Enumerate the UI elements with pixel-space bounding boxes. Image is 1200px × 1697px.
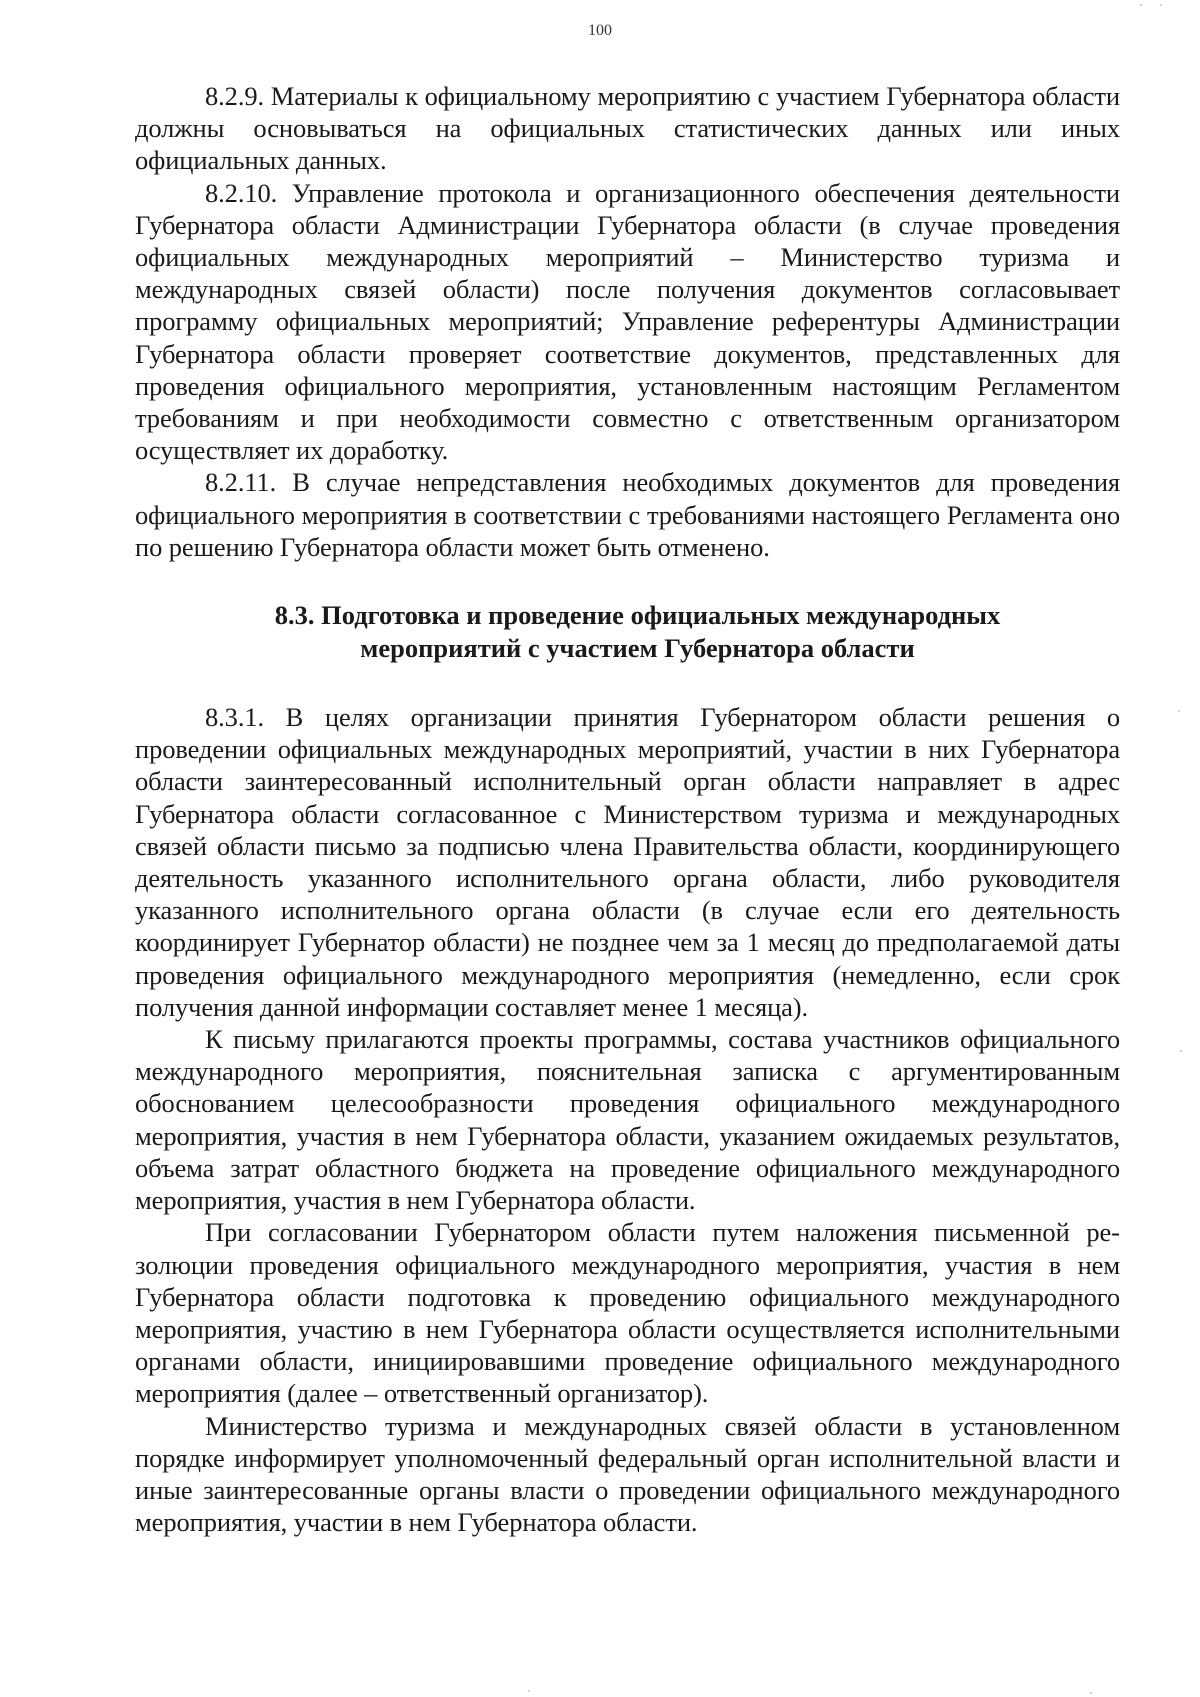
paragraph-8-2-11: 8.2.11. В случае непредставления необходимых документов для проведения официального мероприятия в соответствии с требованиями настоящего Регламента оно по решению Губернатора области может быть отменено. [135, 467, 1120, 562]
paragraph-8-2-10: 8.2.10. Управление протокола и организационного обеспечения деятельности Губернатора области Администрации Губернатора области (в случае проведения официальных международных мероприятий – Министерство туризма и международных связей области) после получения документов согласовывает программу официальных мероприятий; Управление референтуры Администрации Губернатора области проверяет соответствие документов, представленных для проведения официального мероприятия, установленным настоящим Регламентом требованиям и при необходимости совместно с ответственным организатором осуществляет их доработку. [135, 177, 1120, 466]
scan-speck [1178, 710, 1180, 712]
page-number: 100 [588, 22, 612, 39]
scan-speck [528, 1690, 530, 1692]
paragraph-8-3-1: 8.3.1. В целях организации принятия Губернатором области решения о проведении официальных международных мероприятий, участии в них Губернатора области заинтересованный исполнительный орган области направляет в адрес Губернатора области согласованное с Министерством туризма и международных связей области письмо за подписью члена Правительства области, координирующего деятельность указанного исполнительного органа области, либо руководителя указанного исполнительного органа области (в случае если его деятельность координирует Губернатор области) не позднее чем за 1 месяц до предполагаемой даты проведения официального международного мероприятия (немедленно, если срок получения данной информации составляет менее 1 месяца). [135, 702, 1120, 1022]
scan-speck [1160, 4, 1162, 6]
paragraph-8-2-9: 8.2.9. Материалы к официальному мероприятию с участием Губернатора области должны основываться на официальных статистических данных или иных официальных данных. [135, 81, 1120, 176]
section-heading-line-2: мероприятий с участием Губернатора области [360, 633, 915, 664]
scan-speck [1140, 4, 1142, 6]
scan-speck [1090, 1692, 1092, 1694]
scan-speck [1180, 1050, 1182, 1052]
paragraph-approval: При согласовании Губернатором области путем наложения письменной резолюции проведения официального международного мероприятия, участия в нем Губернатора области подготовка к проведению официального международного мероприятия, участию в нем Губернатора области осуществляется исполнительными органами области, инициировавшими проведение официального международного мероприятия (далее – ответственный организатор). [135, 1217, 1120, 1409]
section-heading-line-1: 8.3. Подготовка и проведение официальных международных [274, 600, 1001, 631]
document-body [135, 80, 1120, 1538]
section-heading-8-3 [135, 599, 1120, 665]
paragraph-ministry: Министерство туризма и международных связей области в установленном порядке информирует уполномоченный федеральный орган исполнительной власти и иные заинтересованные органы власти о проведении официального международного мероприятия, участии в нем Губернатора области. [135, 1410, 1120, 1538]
paragraph-attachments: К письму прилагаются проекты программы, состава участников официального международного мероприятия, пояснительная записка с аргументированным обоснованием целесообразности проведения официального международного мероприятия, участия в нем Губернатора области, указанием ожидаемых результатов, объема затрат областного бюджета на проведение официального международного мероприятия, участия в нем Губернатора области. [135, 1024, 1120, 1216]
